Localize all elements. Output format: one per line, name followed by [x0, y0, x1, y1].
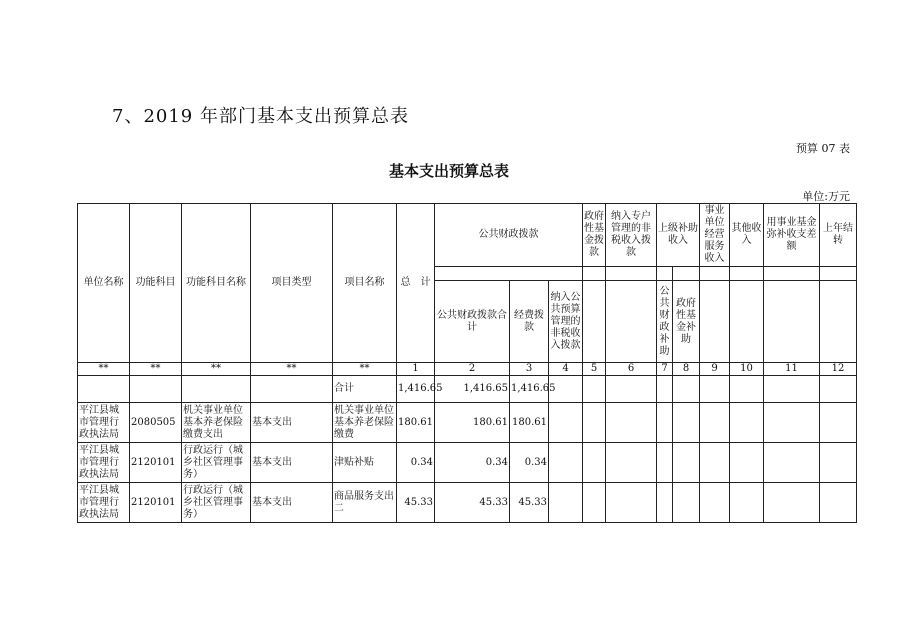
func-name-cell: 行政运行（城乡社区管理事务） [182, 443, 251, 483]
unit-label: 单位:万元 [802, 190, 850, 203]
project-type-cell: 基本支出 [251, 403, 333, 443]
index-cell: 9 [700, 363, 730, 376]
index-cell: ** [251, 363, 333, 376]
index-cell: 8 [673, 363, 700, 376]
index-cell: 2 [435, 363, 510, 376]
header-fund-balance: 用事业基金弥补收支差额 [764, 204, 820, 267]
index-row [78, 363, 857, 376]
form-id: 预算 07 表 [796, 142, 850, 155]
pf-funds-cell: 0.34 [510, 443, 549, 483]
project-name-cell: 机关事业单位基本养老保险缴费 [333, 403, 397, 443]
header-sub-public: 公共财政补助 [657, 281, 673, 363]
header-project-type: 项目类型 [251, 204, 333, 363]
table-row [78, 403, 857, 443]
total-pf-total: 1,416.65 [435, 376, 510, 403]
header-special-nontax: 纳入专户管理的非税收入拨款 [606, 204, 657, 267]
header-business-income: 事业单位经营服务收入 [700, 204, 730, 267]
project-type-cell: 基本支出 [251, 483, 333, 523]
header-total: 总 计 [397, 204, 435, 363]
index-cell: ** [78, 363, 130, 376]
pf-total-cell: 45.33 [435, 483, 510, 523]
table-title: 基本支出预算总表 [388, 162, 509, 180]
func-code-cell: 2080505 [130, 403, 182, 443]
pf-total-cell: 180.61 [435, 403, 510, 443]
header-unit-name: 单位名称 [78, 204, 130, 363]
table-row [78, 483, 857, 523]
total-pf-funds: 1,416.65 [510, 376, 549, 403]
table-row [78, 443, 857, 483]
index-cell: ** [333, 363, 397, 376]
unit-name-cell: 平江县城市管理行政执法局 [78, 403, 130, 443]
unit-name-cell: 平江县城市管理行政执法局 [78, 483, 130, 523]
index-cell: 1 [397, 363, 435, 376]
index-cell: 11 [764, 363, 820, 376]
index-cell: 5 [583, 363, 606, 376]
index-cell: 3 [510, 363, 549, 376]
func-name-cell: 机关事业单位基本养老保险缴费支出 [182, 403, 251, 443]
header-func-code: 功能科目 [130, 204, 182, 363]
index-cell: 4 [549, 363, 583, 376]
header-func-name: 功能科目名称 [182, 204, 251, 363]
header-other-income: 其他收入 [730, 204, 764, 267]
total-amount: 1,416.65 [397, 376, 435, 403]
index-cell: 7 [657, 363, 673, 376]
func-code-cell: 2120101 [130, 443, 182, 483]
header-last-year: 上年结转 [820, 204, 857, 267]
total-cell: 180.61 [397, 403, 435, 443]
header-gov-fund: 政府性基金拨款 [583, 204, 606, 267]
pf-funds-cell: 180.61 [510, 403, 549, 443]
index-cell: 10 [730, 363, 764, 376]
pf-total-cell: 0.34 [435, 443, 510, 483]
budget-table [77, 203, 857, 523]
project-name-cell: 津贴补贴 [333, 443, 397, 483]
header-row-1 [78, 204, 857, 267]
header-project-name: 项目名称 [333, 204, 397, 363]
header-superior-subsidy: 上级补助收入 [657, 204, 700, 267]
header-pf-funds: 经费拨款 [510, 281, 549, 363]
section-title: 7、2019 年部门基本支出预算总表 [112, 106, 409, 127]
index-cell: 6 [606, 363, 657, 376]
project-type-cell: 基本支出 [251, 443, 333, 483]
project-name-cell: 商品服务支出二 [333, 483, 397, 523]
total-cell: 0.34 [397, 443, 435, 483]
unit-name-cell: 平江县城市管理行政执法局 [78, 443, 130, 483]
total-label: 合计 [333, 376, 397, 403]
index-cell: ** [130, 363, 182, 376]
index-cell: ** [182, 363, 251, 376]
index-cell: 12 [820, 363, 857, 376]
total-cell: 45.33 [397, 483, 435, 523]
func-code-cell: 2120101 [130, 483, 182, 523]
total-row [78, 376, 857, 403]
func-name-cell: 行政运行（城乡社区管理事务） [182, 483, 251, 523]
header-sub-gov: 政府性基金补助 [673, 281, 700, 363]
header-pf-total: 公共财政拨款合计 [435, 281, 510, 363]
header-public-fiscal: 公共财政拨款 [435, 204, 583, 267]
pf-funds-cell: 45.33 [510, 483, 549, 523]
header-pf-nontax: 纳入公共预算管理的非税收入拨款 [549, 281, 583, 363]
